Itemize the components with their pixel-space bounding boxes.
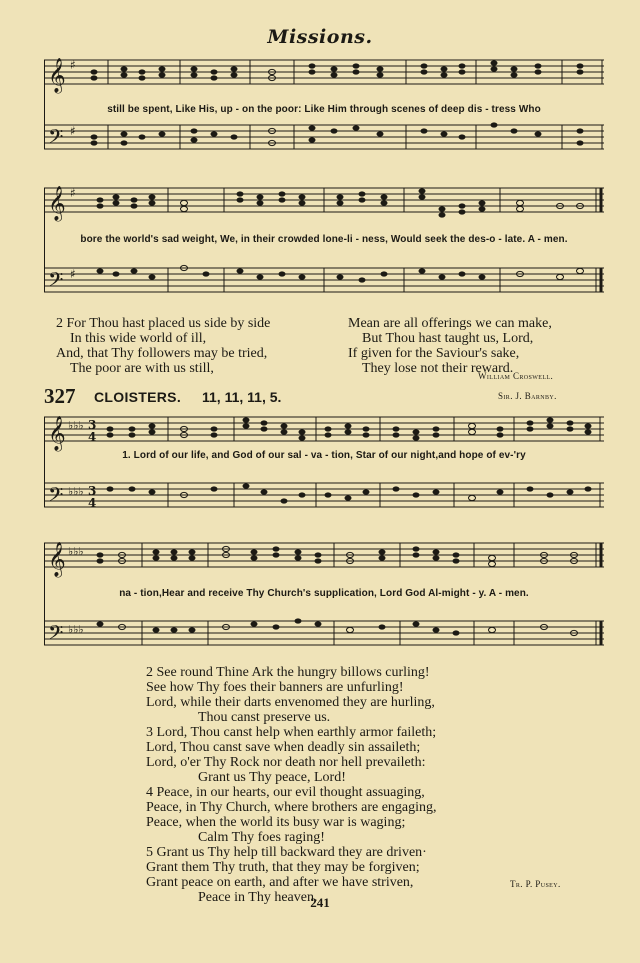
lyric-line-2: bore the world's sad weight, We, in their crowded lone-li - ness, Would seek the des-o - late. A - men.	[80, 234, 568, 245]
lyric-line-3: 1. Lord of our life, and God of our sal - va - tion, Star of our night,and hope of ev-'ry	[122, 450, 526, 461]
svg-text:𝄢: 𝄢	[48, 621, 64, 649]
svg-text:𝄞: 𝄞	[48, 186, 66, 221]
verse-2-left	[56, 316, 270, 376]
svg-text:𝄞: 𝄞	[48, 542, 66, 577]
svg-text:𝄞: 𝄞	[48, 58, 66, 93]
verse-line: Lord, Thou canst save when deadly sin assaileth;	[146, 740, 421, 755]
verse-line: Lord, while their darts envenomed they are hurling,	[146, 695, 435, 710]
lyric-line-1: still be spent, Like His, up - on the poor: Like Him through scenes of deep dis - tress Who	[107, 104, 541, 115]
svg-text:♯: ♯	[70, 58, 76, 72]
verse-line: Mean are all offerings we can make,	[348, 316, 552, 331]
section-title: Missions.	[267, 26, 373, 48]
svg-text:4: 4	[88, 430, 97, 444]
author-credit: William Croswell.	[478, 371, 554, 381]
verse-line: But Thou hast taught us, Lord,	[362, 331, 534, 346]
verse-line: In this wide world of ill,	[70, 331, 207, 346]
svg-text:♯: ♯	[70, 267, 76, 281]
composer-credit: Sir. J. Barnby.	[498, 391, 557, 401]
verse-line: Peace in Thy heaven.	[198, 890, 318, 905]
verse-line: 2 See round Thine Ark the hungry billows curling!	[146, 665, 430, 680]
svg-text:3: 3	[88, 484, 97, 498]
verse-line: Thou canst preserve us.	[198, 710, 331, 725]
verse-2-right	[348, 316, 552, 376]
verse-line: Grant us Thy peace, Lord!	[198, 770, 346, 785]
verse-line: Lord, o'er Thy Rock nor death nor hell prevaileth:	[146, 755, 426, 770]
svg-text:♯: ♯	[70, 124, 76, 138]
tune-meter: 11, 11, 11, 5.	[202, 389, 282, 405]
verse-line: 4 Peace, in our hearts, our evil thought assuaging,	[146, 785, 425, 800]
verse-line: 5 Grant us Thy help till backward they are driven·	[146, 845, 427, 860]
svg-text:♭♭♭: ♭♭♭	[68, 419, 84, 432]
svg-text:♭♭♭: ♭♭♭	[68, 623, 84, 636]
verse-line: The poor are with us still,	[70, 361, 214, 376]
verse-2	[146, 665, 435, 725]
verse-line: If given for the Saviour's sake,	[348, 346, 520, 361]
svg-text:♯: ♯	[70, 186, 76, 200]
svg-text:♭♭♭: ♭♭♭	[68, 545, 84, 558]
verse-line: Calm Thy foes raging!	[198, 830, 325, 845]
verse-line: Peace, when the world its busy war is waging;	[146, 815, 406, 830]
svg-text:𝄢: 𝄢	[48, 268, 64, 296]
translator-credit: Tr. P. Pusey.	[510, 879, 561, 889]
verse-line: Peace, in Thy Church, where brothers are engaging,	[146, 800, 437, 815]
svg-text:𝄢: 𝄢	[48, 125, 64, 153]
verse-line: 3 Lord, Thou canst help when earthly armor faileth;	[146, 725, 437, 740]
svg-text:𝄢: 𝄢	[48, 483, 64, 511]
verse-line: See how Thy foes their banners are unfurling!	[146, 680, 404, 695]
verse-line: They lose not their reward.	[362, 361, 514, 376]
verse-4	[146, 785, 437, 845]
verse-line: Grant them Thy truth, that they may be forgiven;	[146, 860, 420, 875]
page-number: 241	[310, 895, 330, 910]
hymn-number: 327	[44, 384, 76, 408]
svg-text:♭♭♭: ♭♭♭	[68, 485, 84, 498]
music-system-3	[44, 405, 604, 525]
verse-line: And, that Thy followers may be tried,	[56, 346, 268, 361]
svg-text:4: 4	[88, 496, 97, 510]
verse-line: 2 For Thou hast placed us side by side	[56, 316, 271, 331]
svg-text:3: 3	[88, 418, 97, 432]
tune-name: CLOISTERS.	[94, 389, 182, 405]
svg-text:𝄞: 𝄞	[48, 416, 66, 451]
music-staff-pair	[44, 405, 604, 525]
verse-line: Grant peace on earth, and after we have striven,	[146, 875, 414, 890]
verse-3	[146, 725, 436, 785]
lyric-line-4: na - tion,Hear and receive Thy Church's supplication, Lord God Al-might - y. A - men.	[119, 588, 529, 599]
